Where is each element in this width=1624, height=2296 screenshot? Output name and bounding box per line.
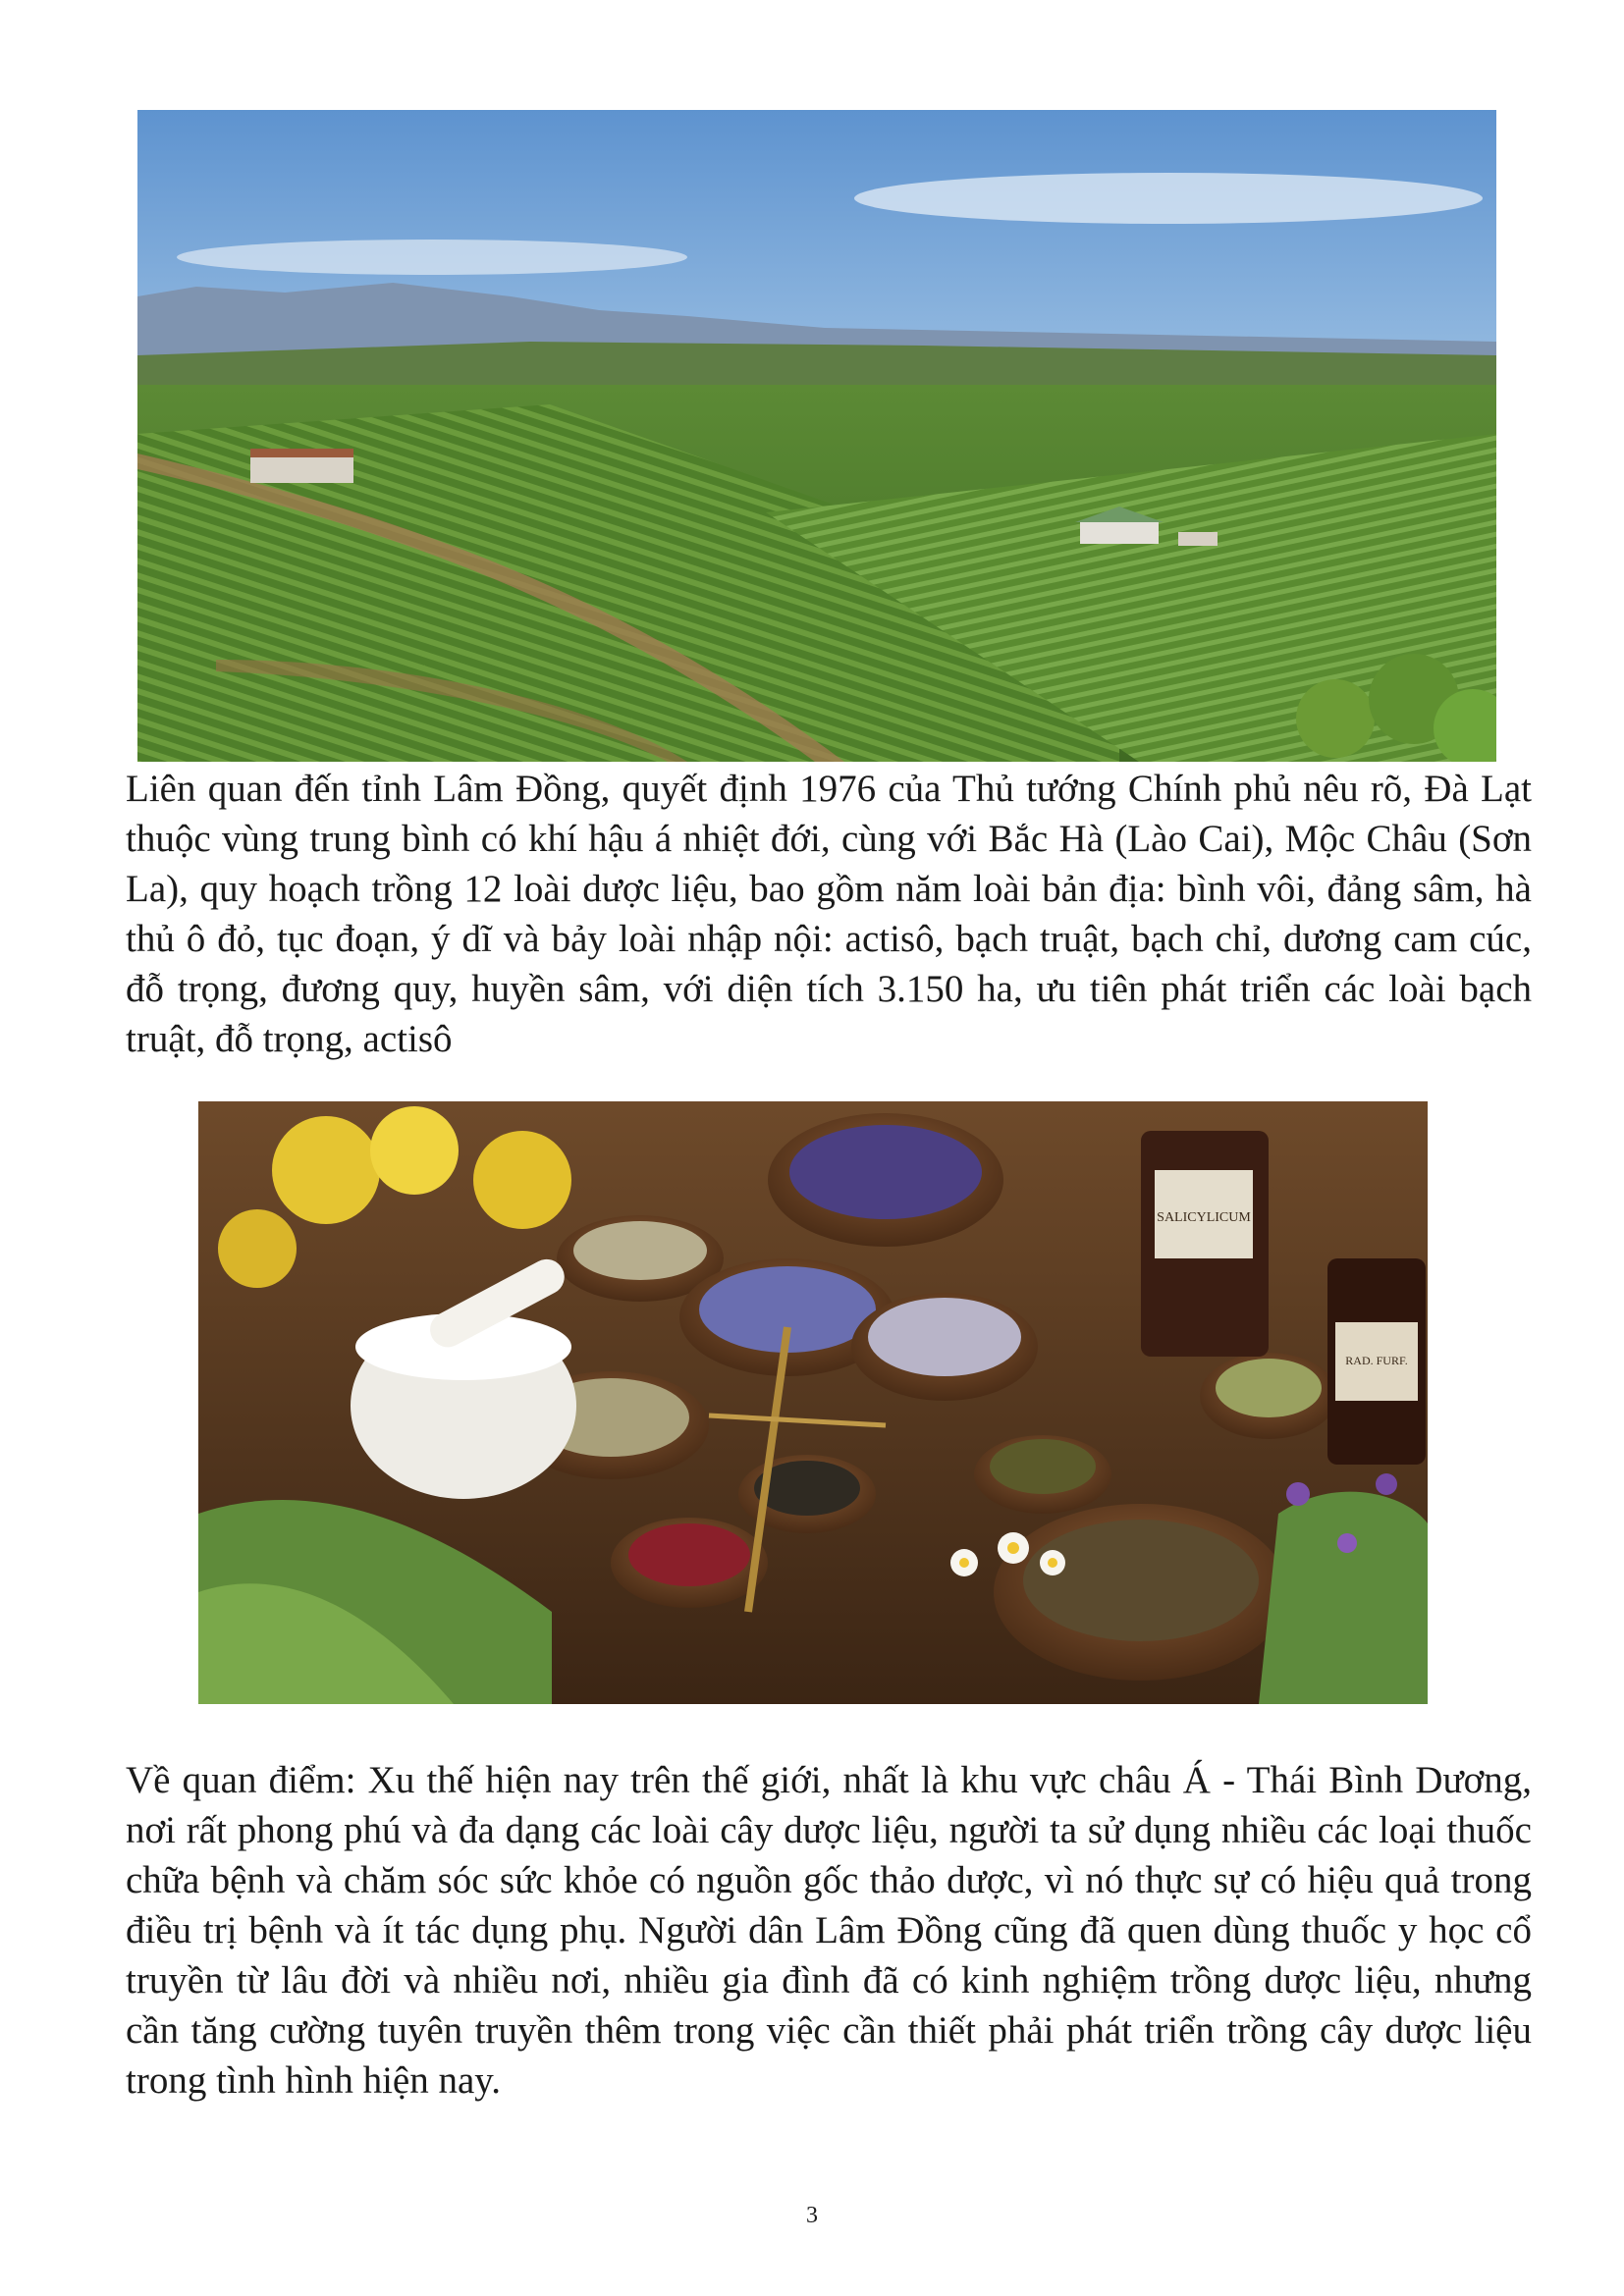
plantation-landscape-image <box>137 110 1496 762</box>
herbal-medicine-image <box>198 1101 1428 1704</box>
plantation-landscape-photo <box>137 110 1496 762</box>
jar-label-2: RAD. FURF. <box>1345 1354 1408 1367</box>
paragraph-2: Về quan điểm: Xu thế hiện nay trên thế giới, nhất là khu vực châu Á - Thái Bình Dương, nơi rất phong phú và đa dạng các loài cây dược liệu, người ta sử dụng nhiều các loại thuốc chữa bệnh và chăm sóc sức khỏe có nguồn gốc thảo dược, vì nó thực sự có hiệu quả trong điều trị bệnh và ít tác dụng phụ. Người dân Lâm Đồng cũng đã quen dùng thuốc y học cổ truyền từ lâu đời và nhiều nơi, nhiều gia đình đã có kinh nghiệm trồng dược liệu, nhưng cần tăng cường tuyên truyền thêm trong việc cần thiết phải phát triển trồng cây dược liệu trong tình hình hiện nay. <box>126 1759 1532 2102</box>
jar-label-1: SALICYLICUM <box>1157 1210 1251 1225</box>
herbal-medicine-photo <box>198 1101 1428 1704</box>
paragraph-1: Liên quan đến tỉnh Lâm Đồng, quyết định 1976 của Thủ tướng Chính phủ nêu rõ, Đà Lạt thuộc vùng trung bình có khí hậu á nhiệt đới, cùng với Bắc Hà (Lào Cai), Mộc Châu (Sơn La), quy hoạch trồng 12 loài dược liệu, bao gồm năm loài bản địa: bình vôi, đảng sâm, hà thủ ô đỏ, tục đoạn, ý dĩ và bảy loài nhập nội: actisô, bạch truật, bạch chỉ, dương cam cúc, đỗ trọng, đương quy, huyền sâm, với diện tích 3.150 ha, ưu tiên phát triển các loài bạch truật, đỗ trọng, actisô <box>126 768 1532 1060</box>
page-number: 3 <box>806 2203 818 2228</box>
